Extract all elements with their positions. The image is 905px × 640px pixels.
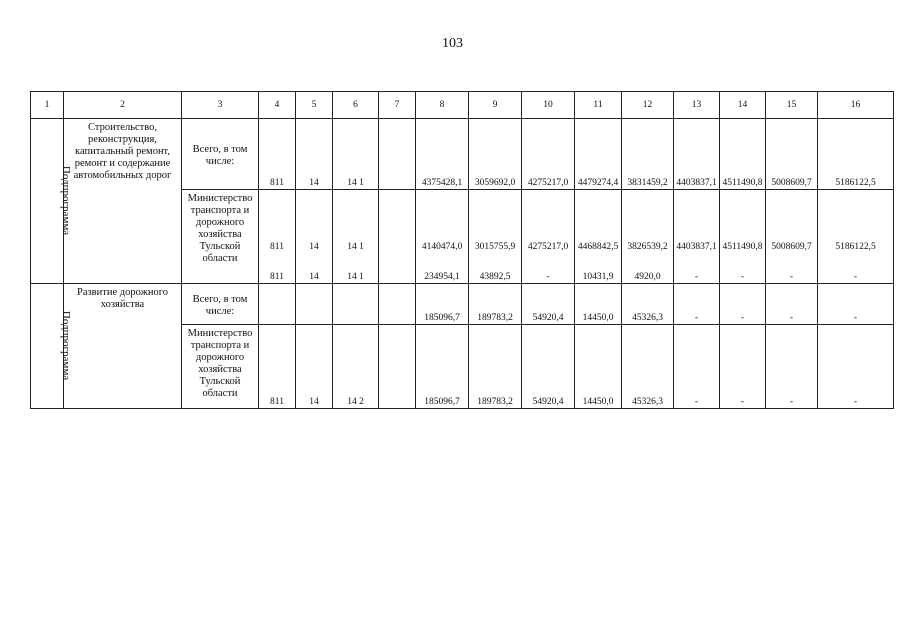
value-cell: - [818,284,894,325]
header-cell: 5 [296,92,333,119]
value-cell [469,190,522,284]
value-cell [379,119,416,190]
value-cell [575,190,622,284]
value: - [694,272,699,282]
value-cell: 185096,7 [416,325,469,409]
value-cell: - [766,325,818,409]
header-cell: 8 [416,92,469,119]
budget-table [30,91,894,409]
value-cell [416,190,469,284]
value-cell: 811 [259,119,296,190]
subprogram-label-cell [31,119,73,284]
value: 14 1 [347,272,364,282]
value-cell: 5186122,5 [818,119,894,190]
value-cell: 4375428,1 [416,119,469,190]
header-cell: 7 [379,92,416,119]
value: - [789,272,794,282]
value-cell [379,325,416,409]
value: 3015755,9 [474,242,516,252]
value: 4140474,0 [421,242,463,252]
value-cell [333,190,379,284]
header-cell: 13 [674,92,720,119]
value-cell: 14450,0 [575,325,622,409]
measure-name: Строительство, реконструкция, капитальный ремонт, ремонт и содержание автомобильных дорог [64,119,182,284]
value-cell [379,190,416,284]
value: 4275217,0 [527,242,569,252]
header-cell: 3 [182,92,259,119]
value-cell: - [766,284,818,325]
value: - [546,272,550,282]
value-cell [333,284,379,325]
value-cell [296,284,333,325]
value: 4403837,1 [676,242,717,252]
executor-label: Министерство транспорта и дорожного хозяйства Тульской области [182,190,259,284]
header-cell: 9 [469,92,522,119]
value-cell [674,190,720,284]
value: 14 [309,272,319,282]
value-cell: - [674,325,720,409]
value-cell [379,284,416,325]
value-cell: 3831459,2 [622,119,674,190]
value-cell: 14 2 [333,325,379,409]
header-cell: 2 [64,92,182,119]
value: 10431,9 [582,272,614,282]
value: 5008609,7 [771,242,812,252]
value: 4511490,8 [722,242,763,252]
header-cell: 14 [720,92,766,119]
value: 43892,5 [479,272,511,282]
value-cell: 14450,0 [575,284,622,325]
value-cell [522,190,575,284]
value: - [740,272,745,282]
executor-label: Министерство транспорта и дорожного хозяйства Тульской области [182,325,259,409]
value-cell: 185096,7 [416,284,469,325]
value: 4920,0 [634,272,661,282]
header-row [31,92,894,119]
total-label: Всего, в том числе: [182,119,259,190]
value-cell: 4479274,4 [575,119,622,190]
value: 4468842,5 [577,242,619,252]
value-cell: 3059692,0 [469,119,522,190]
total-label: Всего, в том числе: [182,284,259,325]
value-cell [259,284,296,325]
value-cell: 45326,3 [622,325,674,409]
value-cell [818,190,894,284]
header-cell: 1 [31,92,64,119]
measure-name: Развитие дорожного хозяйства [64,284,182,409]
header-cell: 12 [622,92,674,119]
value-cell: 811 [259,325,296,409]
value-cell: 5008609,7 [766,119,818,190]
header-cell: 10 [522,92,575,119]
value-cell: 189783,2 [469,284,522,325]
value-cell: 45326,3 [622,284,674,325]
value-cell: 54920,4 [522,284,575,325]
header-cell: 15 [766,92,818,119]
value: 234954,1 [424,272,460,282]
table-row [31,284,894,325]
value: 811 [270,242,284,252]
header-cell: 11 [575,92,622,119]
header-cell: 6 [333,92,379,119]
value: 3826539,2 [627,242,668,252]
subprogram-label: Подпрограмма [60,165,73,236]
value: 811 [270,272,284,282]
value-cell [766,190,818,284]
value-cell: 4511490,8 [720,119,766,190]
page-number: 103 [442,36,463,51]
value-cell: 14 1 [333,119,379,190]
value-cell: 4403837,1 [674,119,720,190]
value-cell: - [818,325,894,409]
value-cell: - [674,284,720,325]
value-cell [720,190,766,284]
value-cell: 54920,4 [522,325,575,409]
value-cell: - [720,284,766,325]
header-cell: 4 [259,92,296,119]
value: 14 1 [347,242,364,252]
value: 5186122,5 [835,242,876,252]
value: 14 [309,242,319,252]
value-cell [622,190,674,284]
subprogram-label-cell [31,284,73,409]
value-cell: 14 [296,325,333,409]
value-cell [259,190,296,284]
table-row [31,119,894,190]
value-cell: 189783,2 [469,325,522,409]
value: - [853,272,858,282]
value-cell [296,190,333,284]
subprogram-label: Подпрограмма [60,310,73,381]
value-cell: 4275217,0 [522,119,575,190]
value-cell: - [720,325,766,409]
header-cell: 16 [818,92,894,119]
value-cell: 14 [296,119,333,190]
